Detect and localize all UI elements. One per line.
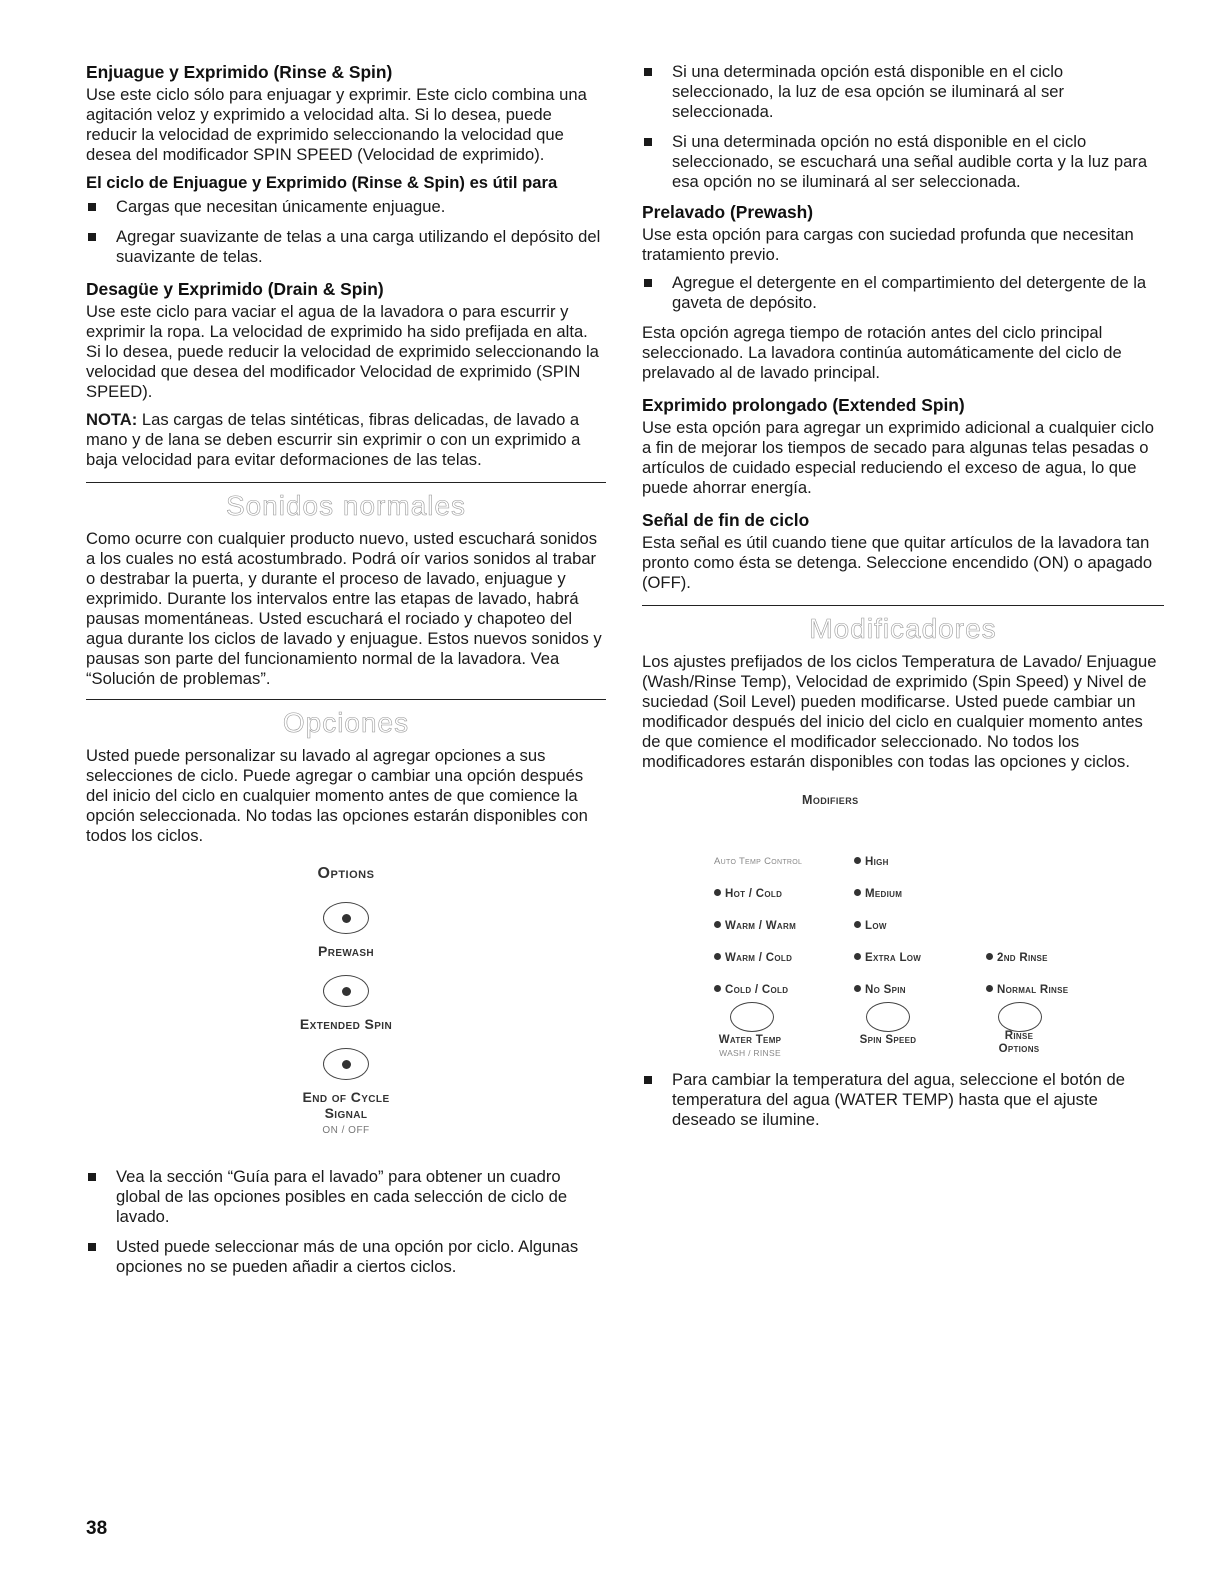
list-item: Vea la sección “Guía para el lavado” para obtener un cuadro global de las opciones posibles en cada selección de ciclo de lavado. <box>86 1167 606 1227</box>
right-column <box>642 62 1164 1140</box>
list-item: Agregue el detergente en el compartimiento del detergente de la gaveta de depósito. <box>642 273 1164 313</box>
section-title: Exprimido prolongado (Extended Spin) <box>642 395 965 415</box>
spin-speed-setting: Low <box>854 916 887 936</box>
option-sublabel: ON / OFF <box>322 1125 370 1136</box>
indicator-light-icon <box>714 889 721 896</box>
bullet-list <box>86 197 606 267</box>
section-heading-modifiers: Modificadores <box>809 613 997 644</box>
section-end-of-cycle <box>642 510 1164 593</box>
spin-speed-setting: High <box>854 852 889 872</box>
section-heading-options: Opciones <box>282 707 410 738</box>
options-panel-title: Options <box>317 865 375 882</box>
auto-temp-label: Auto Temp Control <box>714 856 803 867</box>
water-temp-setting: Hot / Cold <box>714 884 782 904</box>
spin-speed-setting: No Spin <box>854 980 906 1000</box>
list-item: Si una determinada opción no está disponible en el ciclo seleccionado, se escuchará una señal audible corta y la luz para esa opción no se iluminará al ser seleccionada. <box>642 132 1164 192</box>
end-of-cycle-option <box>86 1048 606 1141</box>
spin-speed-button-icon <box>866 1002 910 1032</box>
bullet-list <box>642 273 1164 313</box>
list-item: Para cambiar la temperatura del agua, seleccione el botón de temperatura del agua (WATER TEMP) hasta que el ajuste deseado se ilumine. <box>642 1070 1164 1130</box>
section-extended-spin <box>642 395 1164 498</box>
paragraph: Los ajustes prefijados de los ciclos Temperatura de Lavado/ Enjuague (Wash/Rinse Temp), Velocidad de exprimido (Spin Speed) y Nivel de suciedad (Soil Level) pueden modificarse. Usted puede cambiar un modificador después del inicio del ciclo en cualquier momento antes de que comience el modificador seleccionado. No todos los modificadores estarán disponibles con todas las opciones y ciclos. <box>642 652 1157 771</box>
divider <box>86 699 606 700</box>
options-panel-diagram <box>86 864 606 1141</box>
section-title: Prelavado (Prewash) <box>642 202 814 222</box>
list-item: Agregar suavizante de telas a una carga utilizando el depósito del suavizante de telas. <box>86 227 606 267</box>
section-title: Enjuague y Exprimido (Rinse & Spin) <box>86 62 393 82</box>
option-label: Extended Spin <box>299 1016 393 1032</box>
divider <box>86 482 606 483</box>
section-drain-spin <box>86 279 606 470</box>
indicator-light-icon <box>714 921 721 928</box>
bullet-list <box>642 62 1164 192</box>
water-temp-setting: Cold / Cold <box>714 980 788 1000</box>
paragraph: Esta opción agrega tiempo de rotación antes del ciclo principal seleccionado. La lavadora continúa automáticamente del ciclo de prelavado al de lavado principal. <box>642 323 1122 382</box>
rinse-options-button-icon <box>998 1002 1042 1032</box>
note-label: NOTA: <box>86 410 138 429</box>
rinse-option-setting: Normal Rinse <box>986 980 1068 1000</box>
indicator-light-icon <box>854 985 861 992</box>
section-heading-sounds: Sonidos normales <box>225 490 467 521</box>
paragraph: Use esta opción para agregar un exprimido adicional a cualquier ciclo a fin de mejorar los tiempos de secado para algunas telas pesadas o artículos de cuidado especial reduciendo el exceso de agua, lo que puede ahorrar energía. <box>642 418 1154 497</box>
spin-speed-setting: Extra Low <box>854 948 921 968</box>
prewash-button-icon <box>323 902 369 934</box>
paragraph: Use este ciclo para vaciar el agua de la lavadora o para escurrir y exprimir la ropa. La velocidad de exprimido ha sido prefijada en alta. Si lo desea, puede reducir la velocidad de exprimido seleccionando la velocidad que desea del modificador Velocidad de exprimido (SPIN SPEED). <box>86 302 599 401</box>
section-prewash <box>642 202 1164 383</box>
water-temp-setting: Warm / Warm <box>714 916 796 936</box>
end-of-cycle-button-icon <box>323 1048 369 1080</box>
section-title: Desagüe y Exprimido (Drain & Spin) <box>86 279 384 299</box>
spin-speed-setting: Medium <box>854 884 902 904</box>
indicator-light-icon <box>854 921 861 928</box>
water-temp-setting: Warm / Cold <box>714 948 792 968</box>
indicator-light-icon <box>714 953 721 960</box>
subheading: El ciclo de Enjuague y Exprimido (Rinse & Spin) es útil para <box>86 173 558 192</box>
section-rinse-spin <box>86 62 606 267</box>
spin-speed-label: Spin Speed <box>859 1034 917 1046</box>
prewash-option <box>86 902 606 959</box>
indicator-light-icon <box>714 985 721 992</box>
section-title: Señal de fin de ciclo <box>642 510 810 530</box>
extended-spin-option <box>86 975 606 1032</box>
indicator-light-icon <box>986 953 993 960</box>
list-item: Si una determinada opción está disponible en el ciclo seleccionado, la luz de esa opción se iluminará al ser seleccionada. <box>642 62 1164 122</box>
note-paragraph <box>86 410 606 470</box>
indicator-light-icon <box>854 889 861 896</box>
paragraph: Esta señal es útil cuando tiene que quitar artículos de la lavadora tan pronto como ésta se detenga. Seleccione encendido (ON) o apagado (OFF). <box>642 533 1153 592</box>
water-temp-sublabel: WASH / RINSE <box>719 1048 781 1058</box>
indicator-light-icon <box>342 987 351 996</box>
rinse-options-label: Rinse Options <box>998 1030 1040 1055</box>
water-temp-button-icon <box>730 1002 774 1032</box>
paragraph: Use este ciclo sólo para enjuagar y exprimir. Este ciclo combina una agitación veloz y exprimido a velocidad alta. Si lo desea, puede reducir la velocidad de exprimido seleccionando la velocidad que desea del modificador SPIN SPEED (Velocidad de exprimido). <box>86 85 587 164</box>
indicator-light-icon <box>854 953 861 960</box>
bullet-list <box>86 1167 606 1277</box>
modifiers-panel-title: Modifiers <box>802 793 859 807</box>
paragraph: Como ocurre con cualquier producto nuevo, usted escuchará sonidos a los cuales no está acostumbrado. Podrá oír varios sonidos al trabar o destrabar la puerta, y durante el proceso de lavado, enjuague y exprimido. Durante los intervalos entre las etapas de lavado, habrá pausas momentáneas. Usted escuchará el rociado y chapoteo del agua durante los ciclos de lavado y enjuague. Estos nuevos sonidos y pausas son parte del funcionamiento normal de la lavadora. Vea “Solución de problemas”. <box>86 529 602 688</box>
option-label: Signal <box>324 1105 368 1121</box>
note-text: Las cargas de telas sintéticas, fibras delicadas, de lavado a mano y de lana se deben escurrir sin exprimir o con un exprimido a baja velocidad para evitar deformaciones de las telas. <box>86 410 581 469</box>
indicator-light-icon <box>854 857 861 864</box>
page-number: 38 <box>86 1518 108 1539</box>
left-column <box>86 62 606 1287</box>
indicator-light-icon <box>342 1060 351 1069</box>
option-label: Prewash <box>317 943 375 959</box>
bullet-list <box>642 1070 1164 1130</box>
modifiers-panel-diagram <box>642 790 1164 1060</box>
water-temp-label: Water Temp WASH / RINSE <box>700 1034 800 1060</box>
divider <box>642 605 1164 606</box>
list-item: Cargas que necesitan únicamente enjuague. <box>86 197 606 217</box>
indicator-light-icon <box>342 914 351 923</box>
extended-spin-button-icon <box>323 975 369 1007</box>
paragraph: Usted puede personalizar su lavado al agregar opciones a sus selecciones de ciclo. Puede agregar o cambiar una opción después del inicio del ciclo en cualquier momento antes de que comience la opción seleccionada. No todas las opciones estarán disponibles con todos los ciclos. <box>86 746 588 845</box>
paragraph: Use esta opción para cargas con suciedad profunda que necesitan tratamiento previo. <box>642 225 1134 264</box>
option-label: End of Cycle <box>302 1089 390 1105</box>
rinse-option-setting: 2nd Rinse <box>986 948 1048 968</box>
indicator-light-icon <box>986 985 993 992</box>
list-item: Usted puede seleccionar más de una opción por ciclo. Algunas opciones no se pueden añadir a ciertos ciclos. <box>86 1237 606 1277</box>
